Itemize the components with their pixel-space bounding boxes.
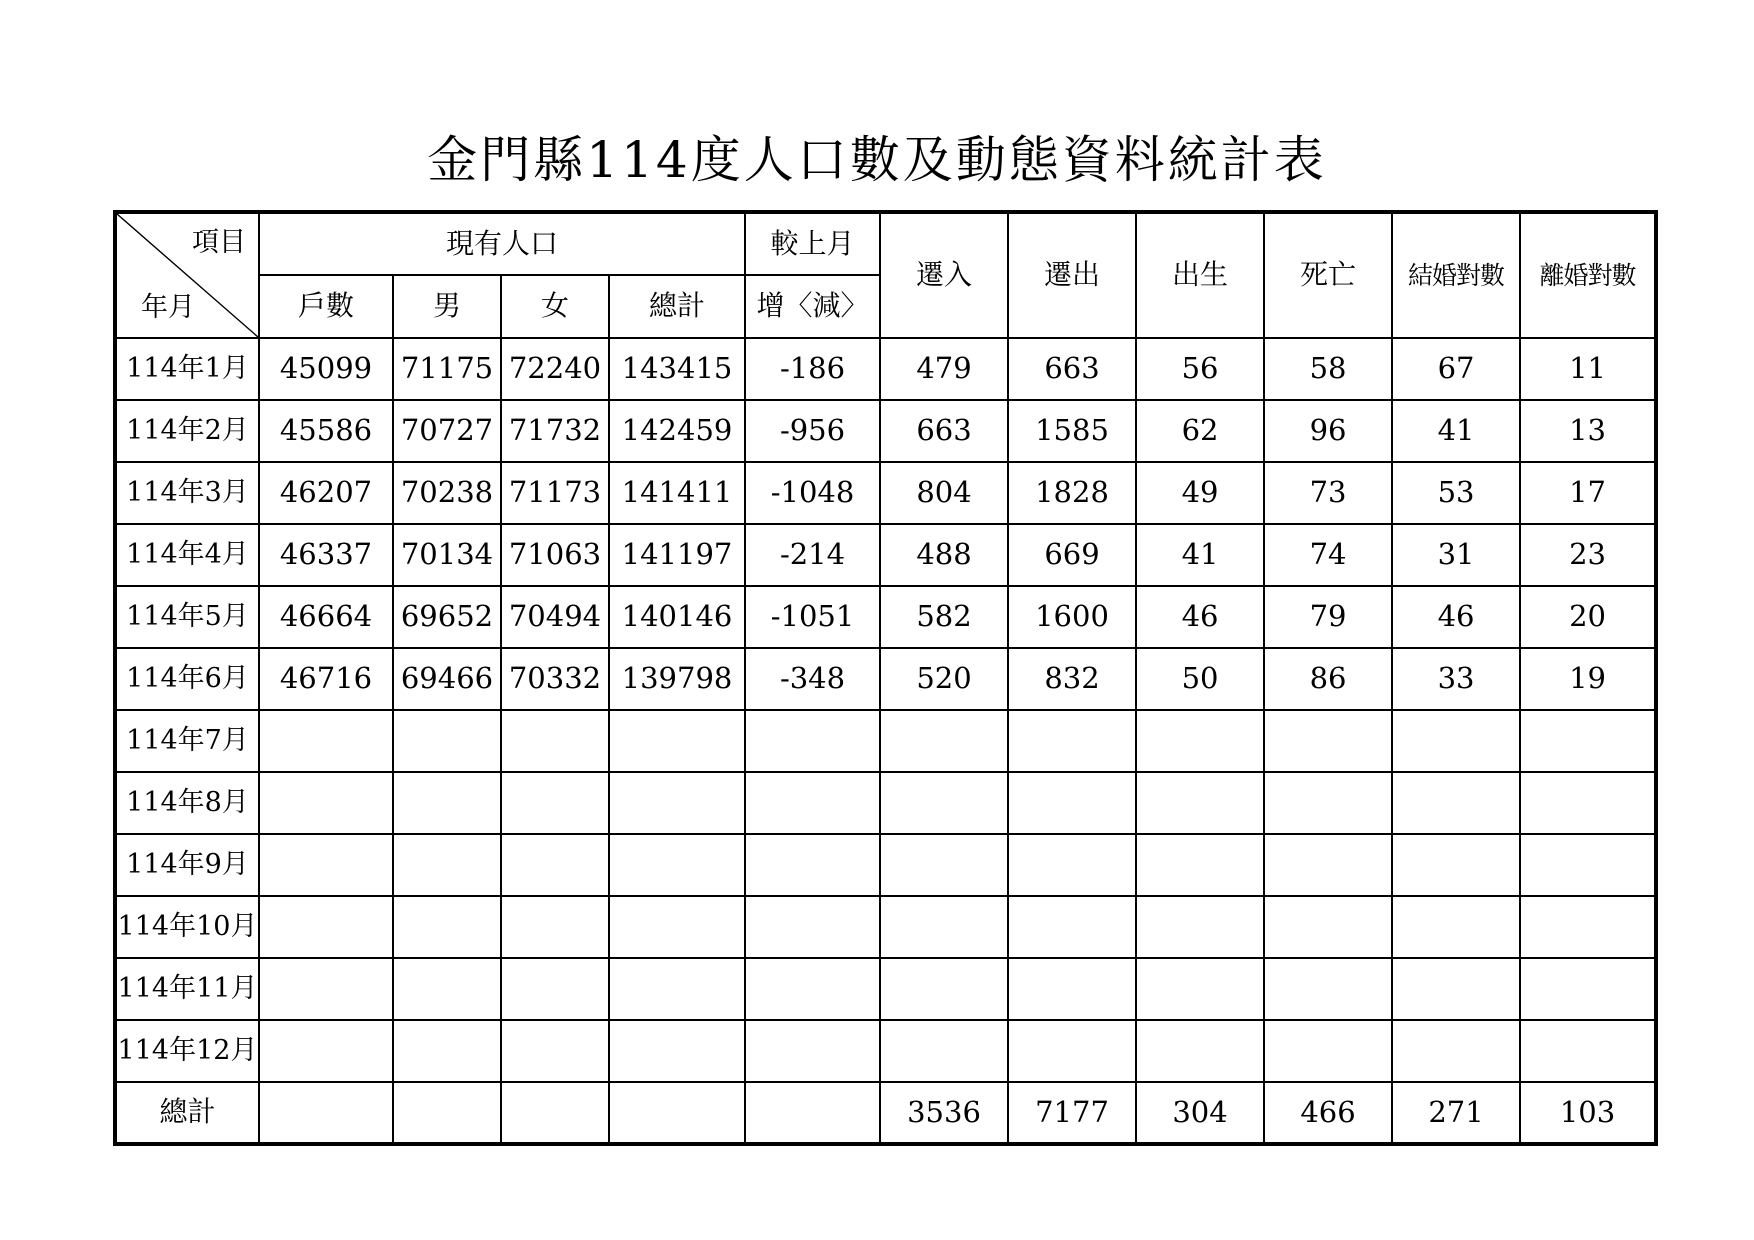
move-out-cell: 1828 bbox=[1008, 462, 1136, 524]
total-move-in-cell: 3536 bbox=[880, 1082, 1008, 1144]
births-cell bbox=[1136, 896, 1264, 958]
divorces-cell bbox=[1520, 772, 1656, 834]
deaths-cell: 74 bbox=[1264, 524, 1392, 586]
male-cell: 70727 bbox=[393, 400, 501, 462]
corner-item-label: 項目 bbox=[192, 227, 246, 258]
marriages-cell bbox=[1392, 958, 1520, 1020]
move-in-cell bbox=[880, 772, 1008, 834]
table-row bbox=[115, 1020, 1656, 1082]
female-cell bbox=[501, 958, 609, 1020]
month-cell: 114年7月 bbox=[115, 710, 259, 772]
move-out-cell bbox=[1008, 834, 1136, 896]
male-cell: 69466 bbox=[393, 648, 501, 710]
month-cell: 114年3月 bbox=[115, 462, 259, 524]
male-cell: 69652 bbox=[393, 586, 501, 648]
marriages-cell: 53 bbox=[1392, 462, 1520, 524]
total-header: 總計 bbox=[609, 275, 745, 338]
male-cell bbox=[393, 710, 501, 772]
move-in-cell: 663 bbox=[880, 400, 1008, 462]
vs-last-month-header: 較上月 bbox=[745, 212, 880, 275]
month-cell: 114年10月 bbox=[115, 896, 259, 958]
male-cell bbox=[393, 772, 501, 834]
move-out-cell bbox=[1008, 958, 1136, 1020]
births-cell bbox=[1136, 1020, 1264, 1082]
births-cell: 62 bbox=[1136, 400, 1264, 462]
move-in-cell bbox=[880, 1020, 1008, 1082]
households-cell bbox=[259, 896, 393, 958]
divorces-cell: 19 bbox=[1520, 648, 1656, 710]
male-cell bbox=[393, 958, 501, 1020]
total-cell bbox=[609, 710, 745, 772]
male-cell: 70134 bbox=[393, 524, 501, 586]
female-cell bbox=[501, 896, 609, 958]
male-header: 男 bbox=[393, 275, 501, 338]
households-cell bbox=[259, 958, 393, 1020]
marriages-cell bbox=[1392, 1020, 1520, 1082]
divorces-cell bbox=[1520, 896, 1656, 958]
move-out-cell bbox=[1008, 896, 1136, 958]
divorces-cell: 17 bbox=[1520, 462, 1656, 524]
households-cell bbox=[259, 834, 393, 896]
births-cell bbox=[1136, 710, 1264, 772]
table-row bbox=[115, 834, 1656, 896]
divorces-cell bbox=[1520, 1020, 1656, 1082]
deaths-cell bbox=[1264, 772, 1392, 834]
deaths-cell bbox=[1264, 896, 1392, 958]
households-cell bbox=[259, 772, 393, 834]
move-in-cell bbox=[880, 834, 1008, 896]
deaths-cell: 86 bbox=[1264, 648, 1392, 710]
change-cell: -1051 bbox=[745, 586, 880, 648]
divorces-header: 離婚對數 bbox=[1520, 212, 1656, 338]
marriages-cell: 46 bbox=[1392, 586, 1520, 648]
total-deaths-cell: 466 bbox=[1264, 1082, 1392, 1144]
change-cell bbox=[745, 1020, 880, 1082]
deaths-cell: 73 bbox=[1264, 462, 1392, 524]
move-out-cell: 669 bbox=[1008, 524, 1136, 586]
male-cell bbox=[393, 834, 501, 896]
deaths-cell bbox=[1264, 1020, 1392, 1082]
total-cell bbox=[609, 1020, 745, 1082]
table-row bbox=[115, 400, 1656, 462]
births-cell bbox=[1136, 834, 1264, 896]
births-cell bbox=[1136, 772, 1264, 834]
move-out-cell bbox=[1008, 710, 1136, 772]
table-row bbox=[115, 958, 1656, 1020]
marriages-cell: 41 bbox=[1392, 400, 1520, 462]
move-out-header: 遷出 bbox=[1008, 212, 1136, 338]
marriages-cell: 67 bbox=[1392, 338, 1520, 400]
births-cell: 41 bbox=[1136, 524, 1264, 586]
total-male-cell bbox=[393, 1082, 501, 1144]
marriages-cell bbox=[1392, 834, 1520, 896]
total-births-cell: 304 bbox=[1136, 1082, 1264, 1144]
households-cell bbox=[259, 1020, 393, 1082]
female-cell: 72240 bbox=[501, 338, 609, 400]
move-in-cell: 520 bbox=[880, 648, 1008, 710]
month-cell: 114年6月 bbox=[115, 648, 259, 710]
move-in-cell bbox=[880, 710, 1008, 772]
deaths-cell: 96 bbox=[1264, 400, 1392, 462]
divorces-cell: 13 bbox=[1520, 400, 1656, 462]
births-cell: 49 bbox=[1136, 462, 1264, 524]
month-cell: 114年2月 bbox=[115, 400, 259, 462]
deaths-cell bbox=[1264, 834, 1392, 896]
change-cell: -214 bbox=[745, 524, 880, 586]
total-move-out-cell: 7177 bbox=[1008, 1082, 1136, 1144]
totals-label: 總計 bbox=[115, 1082, 259, 1144]
move-out-cell: 1585 bbox=[1008, 400, 1136, 462]
move-out-cell: 832 bbox=[1008, 648, 1136, 710]
change-cell bbox=[745, 896, 880, 958]
marriages-cell: 31 bbox=[1392, 524, 1520, 586]
change-cell: -186 bbox=[745, 338, 880, 400]
male-cell: 71175 bbox=[393, 338, 501, 400]
households-cell: 46716 bbox=[259, 648, 393, 710]
change-header: 增〈減〉 bbox=[745, 275, 880, 338]
total-cell bbox=[609, 958, 745, 1020]
move-in-cell bbox=[880, 958, 1008, 1020]
marriages-cell: 33 bbox=[1392, 648, 1520, 710]
total-cell bbox=[609, 834, 745, 896]
change-cell bbox=[745, 710, 880, 772]
divorces-cell bbox=[1520, 834, 1656, 896]
move-out-cell bbox=[1008, 772, 1136, 834]
deaths-cell: 58 bbox=[1264, 338, 1392, 400]
change-cell bbox=[745, 834, 880, 896]
divorces-cell: 23 bbox=[1520, 524, 1656, 586]
move-in-cell: 804 bbox=[880, 462, 1008, 524]
change-cell: -956 bbox=[745, 400, 880, 462]
households-cell: 45099 bbox=[259, 338, 393, 400]
month-cell: 114年8月 bbox=[115, 772, 259, 834]
month-cell: 114年4月 bbox=[115, 524, 259, 586]
female-cell bbox=[501, 1020, 609, 1082]
month-cell: 114年5月 bbox=[115, 586, 259, 648]
births-cell bbox=[1136, 958, 1264, 1020]
month-cell: 114年9月 bbox=[115, 834, 259, 896]
female-cell bbox=[501, 710, 609, 772]
corner-header-cell bbox=[115, 212, 259, 338]
male-cell bbox=[393, 1020, 501, 1082]
marriages-cell bbox=[1392, 710, 1520, 772]
move-in-cell bbox=[880, 896, 1008, 958]
households-header: 戶數 bbox=[259, 275, 393, 338]
female-cell: 71173 bbox=[501, 462, 609, 524]
births-cell: 56 bbox=[1136, 338, 1264, 400]
total-marriages-cell: 271 bbox=[1392, 1082, 1520, 1144]
births-cell: 46 bbox=[1136, 586, 1264, 648]
move-in-cell: 479 bbox=[880, 338, 1008, 400]
current-population-header: 現有人口 bbox=[259, 212, 745, 275]
female-cell bbox=[501, 772, 609, 834]
births-cell: 50 bbox=[1136, 648, 1264, 710]
move-out-cell bbox=[1008, 1020, 1136, 1082]
female-cell bbox=[501, 834, 609, 896]
total-cell bbox=[609, 772, 745, 834]
month-cell: 114年1月 bbox=[115, 338, 259, 400]
table-row bbox=[115, 772, 1656, 834]
change-cell: -348 bbox=[745, 648, 880, 710]
total-cell: 139798 bbox=[609, 648, 745, 710]
total-divorces-cell: 103 bbox=[1520, 1082, 1656, 1144]
change-cell bbox=[745, 772, 880, 834]
table-row bbox=[115, 586, 1656, 648]
female-cell: 71732 bbox=[501, 400, 609, 462]
total-cell: 143415 bbox=[609, 338, 745, 400]
move-in-cell: 582 bbox=[880, 586, 1008, 648]
births-header: 出生 bbox=[1136, 212, 1264, 338]
female-cell: 70332 bbox=[501, 648, 609, 710]
move-in-cell: 488 bbox=[880, 524, 1008, 586]
marriages-cell bbox=[1392, 896, 1520, 958]
table-row bbox=[115, 896, 1656, 958]
households-cell: 46207 bbox=[259, 462, 393, 524]
deaths-header: 死亡 bbox=[1264, 212, 1392, 338]
month-cell: 114年11月 bbox=[115, 958, 259, 1020]
female-header: 女 bbox=[501, 275, 609, 338]
change-cell: -1048 bbox=[745, 462, 880, 524]
female-cell: 70494 bbox=[501, 586, 609, 648]
male-cell bbox=[393, 896, 501, 958]
totals-row bbox=[115, 1082, 1656, 1144]
deaths-cell bbox=[1264, 958, 1392, 1020]
table-row bbox=[115, 462, 1656, 524]
total-cell: 140146 bbox=[609, 586, 745, 648]
male-cell: 70238 bbox=[393, 462, 501, 524]
table-row bbox=[115, 338, 1656, 400]
female-cell: 71063 bbox=[501, 524, 609, 586]
table-row bbox=[115, 524, 1656, 586]
total-cell bbox=[609, 896, 745, 958]
total-households-cell bbox=[259, 1082, 393, 1144]
deaths-cell: 79 bbox=[1264, 586, 1392, 648]
total-cell: 141411 bbox=[609, 462, 745, 524]
households-cell: 46337 bbox=[259, 524, 393, 586]
total-change-cell bbox=[745, 1082, 880, 1144]
marriages-header: 結婚對數 bbox=[1392, 212, 1520, 338]
divorces-cell: 11 bbox=[1520, 338, 1656, 400]
total-female-cell bbox=[501, 1082, 609, 1144]
deaths-cell bbox=[1264, 710, 1392, 772]
corner-month-label: 年月 bbox=[141, 292, 195, 324]
change-cell bbox=[745, 958, 880, 1020]
population-statistics-table bbox=[113, 210, 1658, 1146]
page-title: 金門縣114度人口數及動態資料統計表 bbox=[427, 131, 1327, 189]
total-cell: 141197 bbox=[609, 524, 745, 586]
month-cell: 114年12月 bbox=[115, 1020, 259, 1082]
marriages-cell bbox=[1392, 772, 1520, 834]
divorces-cell: 20 bbox=[1520, 586, 1656, 648]
move-out-cell: 1600 bbox=[1008, 586, 1136, 648]
divorces-cell bbox=[1520, 958, 1656, 1020]
total-cell: 142459 bbox=[609, 400, 745, 462]
table-row bbox=[115, 648, 1656, 710]
households-cell: 45586 bbox=[259, 400, 393, 462]
households-cell bbox=[259, 710, 393, 772]
table-row bbox=[115, 710, 1656, 772]
total-total-cell bbox=[609, 1082, 745, 1144]
divorces-cell bbox=[1520, 710, 1656, 772]
move-in-header: 遷入 bbox=[880, 212, 1008, 338]
move-out-cell: 663 bbox=[1008, 338, 1136, 400]
households-cell: 46664 bbox=[259, 586, 393, 648]
